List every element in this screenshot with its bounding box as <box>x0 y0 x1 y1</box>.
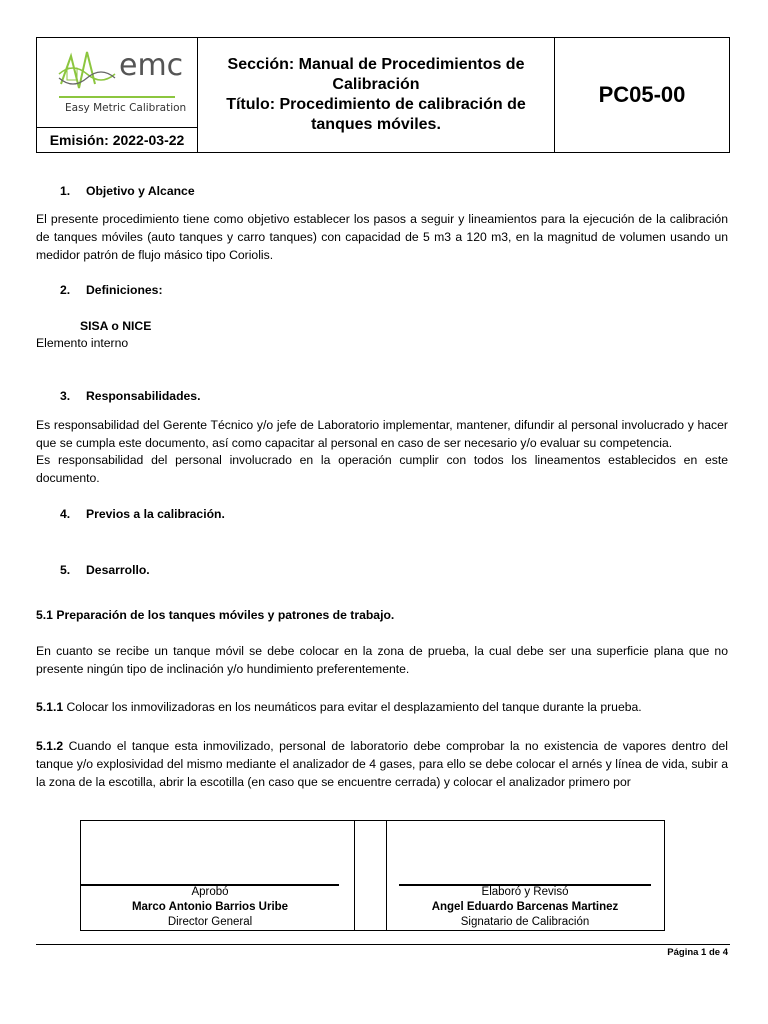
left-signature-block <box>81 885 339 930</box>
section-3-title: Responsabilidades. <box>86 389 201 403</box>
document-title-cell <box>198 38 555 152</box>
section-4-title: Previos a la calibración. <box>86 507 225 521</box>
right-signature-block <box>386 885 664 930</box>
title-line-1: Título: Procedimiento de calibración de <box>226 96 526 113</box>
section-5-title: Desarrollo. <box>86 563 150 577</box>
section-4-number: 4. <box>60 507 71 521</box>
section-3-number: 3. <box>60 389 71 403</box>
prepared-role: Elaboró y Revisó <box>481 886 569 898</box>
step-5-1-1-text: Colocar los inmovilizadoras en los neumáticos para evitar el desplazamiento del tanque durante la prueba. <box>66 700 642 714</box>
section-2-title: Definiciones: <box>86 283 163 297</box>
definition-text: Elemento interno <box>36 336 129 350</box>
logo-tagline: Easy Metric Calibration <box>65 102 187 114</box>
section-5-number: 5. <box>60 563 71 577</box>
section-2-number: 2. <box>60 283 71 297</box>
document-header <box>36 37 730 153</box>
section-1-heading <box>60 182 195 200</box>
title-line-2: tanques móviles. <box>311 116 441 133</box>
approver-name: Marco Antonio Barrios Uribe <box>131 901 289 913</box>
approved-role: Aprobó <box>191 886 229 898</box>
section-2-heading <box>60 281 163 299</box>
subsection-5-1-paragraph: En cuanto se recibe un tanque móvil se debe colocar en la zona de prueba, la cual debe ser una superficie plana que no presente ningún tipo de inclinación y/o hundimiento preferentemente. <box>36 644 728 676</box>
section-1-title: Objetivo y Alcance <box>86 184 195 198</box>
signature-table <box>80 820 665 931</box>
preparer-name: Angel Eduardo Barcenas Martinez <box>431 901 619 913</box>
section-4-heading <box>60 505 225 523</box>
logo-brand-text: emc <box>119 48 184 83</box>
logo-cell <box>37 38 198 128</box>
definition-term: SISA o NICE <box>80 319 152 333</box>
section-line-1: Sección: Manual de Procedimientos de <box>227 56 525 73</box>
preparer-position: Signatario de Calibración <box>460 916 590 928</box>
document-code: PC05-00 <box>598 82 686 107</box>
section-3-heading <box>60 387 200 405</box>
section-1-paragraph: El presente procedimiento tiene como objetivo establecer los pasos a seguir y lineamientos para la ejecución de la calibración de tanques móviles (auto tanques y carro tanques) con capacidad de 5 m3 a 120 m3, en la magnitud de volumen usando un medidor patrón de flujo másico tipo Coriolis. <box>36 212 728 262</box>
section-3-paragraph-2: Es responsabilidad del personal involucrado en la operación cumplir con todos los lineamentos establecidos en este documento. <box>36 453 728 485</box>
step-5-1-2 <box>36 737 728 791</box>
emission-date: Emisión: 2022-03-22 <box>37 128 198 153</box>
page-number: Página 1 de 4 <box>667 947 728 958</box>
emc-wave-logo-icon <box>57 44 117 98</box>
footer-rule <box>36 944 730 945</box>
section-3-paragraph-1: Es responsabilidad del Gerente Técnico y/o jefe de Laboratorio implementar, mantener, difundir al personal involucrado y hacer que se cumpla este documento, así como capacitar al personal en caso de ser necesario y/o evaluar su competencia. <box>36 418 728 450</box>
section-5-heading <box>60 561 150 579</box>
step-5-1-2-text: Cuando el tanque esta inmovilizado, personal de laboratorio debe comprobar la no existencia de vapores dentro del tanque y/o explosividad del mismo mediante el analizador de 4 gases, para ello se debe colocar el arnés y línea de vida, subir a la zona de la escotilla, abrir la escotilla (en caso que se encuentre cerrada) y colocar el analizador primero por <box>36 739 728 789</box>
approver-position: Director General <box>167 916 253 928</box>
section-line-2: Calibración <box>332 76 420 93</box>
section-1-number: 1. <box>60 184 71 198</box>
step-5-1-1 <box>36 698 728 716</box>
step-5-1-2-number: 5.1.2 <box>36 739 64 753</box>
signature-separator <box>354 821 387 930</box>
step-5-1-1-number: 5.1.1 <box>36 700 64 714</box>
subsection-5-1-title: 5.1 Preparación de los tanques móviles y patrones de trabajo. <box>36 608 395 622</box>
logo-underline <box>59 96 175 98</box>
